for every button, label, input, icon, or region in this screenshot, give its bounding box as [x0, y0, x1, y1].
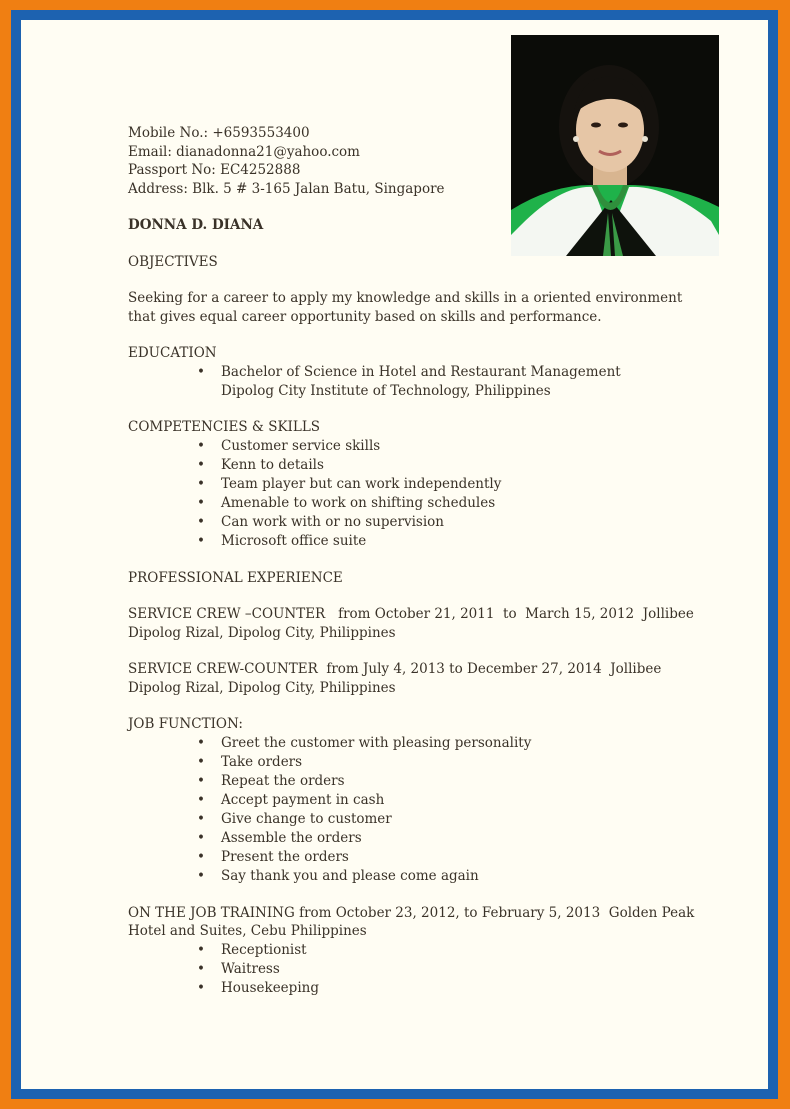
job-function-list	[128, 734, 688, 886]
skills-list	[128, 437, 688, 551]
list-item: • Say thank you and please come again	[221, 867, 688, 886]
list-item: • Accept payment in cash	[221, 791, 688, 810]
objective-line-1: Seeking for a career to apply my knowledge and skills in a oriented environment	[128, 290, 683, 306]
list-item: • Waitress	[221, 960, 688, 979]
list-item: • Assemble the orders	[221, 829, 688, 848]
passport-number: Passport No: EC4252888	[128, 162, 301, 178]
job-1-location: Dipolog Rizal, Dipolog City, Philippines	[128, 624, 396, 641]
education-list	[128, 363, 688, 382]
skills-heading: COMPETENCIES & SKILLS	[128, 419, 321, 435]
resume-page	[21, 20, 768, 1089]
job-2-title: SERVICE CREW-COUNTER from July 4, 2013 to December 27, 2014 Jollibee	[128, 661, 662, 677]
list-item: • Kenn to details	[221, 456, 688, 475]
list-item: • Give change to customer	[221, 810, 688, 829]
job-2-location: Dipolog Rizal, Dipolog City, Philippines	[128, 679, 396, 696]
job-function-heading: JOB FUNCTION:	[128, 716, 243, 732]
ojt-title: ON THE JOB TRAINING from October 23, 2012, to February 5, 2013 Golden Peak	[128, 904, 695, 921]
ojt-location: Hotel and Suites, Cebu Philippines	[128, 923, 367, 939]
experience-heading: PROFESSIONAL EXPERIENCE	[128, 569, 343, 586]
education-heading: EDUCATION	[128, 345, 217, 361]
list-item: • Amenable to work on shifting schedules	[221, 494, 688, 513]
applicant-name: DONNA D. DIANA	[128, 217, 264, 233]
list-item: • Microsoft office suite	[221, 532, 688, 551]
list-item: • Team player but can work independently	[221, 475, 688, 494]
list-item: • Can work with or no supervision	[221, 513, 688, 532]
education-school: Dipolog City Institute of Technology, Philippines	[221, 382, 551, 399]
job-1-title: SERVICE CREW –COUNTER from October 21, 2011 to March 15, 2012 Jollibee	[128, 606, 694, 622]
list-item: • Greet the customer with pleasing personality	[221, 734, 688, 753]
email-address: Email: dianadonna21@yahoo.com	[128, 143, 360, 160]
list-item: • Present the orders	[221, 848, 688, 867]
list-item: • Receptionist	[221, 941, 688, 960]
home-address: Address: Blk. 5 # 3-165 Jalan Batu, Singapore	[128, 180, 445, 197]
resume-content	[128, 124, 695, 998]
list-item: • Take orders	[221, 753, 688, 772]
objectives-heading: OBJECTIVES	[128, 253, 218, 270]
list-item: • Housekeeping	[221, 979, 688, 998]
list-item: • Customer service skills	[221, 437, 688, 456]
mobile-number: Mobile No.: +6593553400	[128, 125, 310, 141]
list-item: • Repeat the orders	[221, 772, 688, 791]
objective-line-2: that gives equal career opportunity based on skills and performance.	[128, 308, 602, 325]
ojt-list	[128, 941, 688, 998]
education-degree: • Bachelor of Science in Hotel and Restaurant Management	[221, 363, 688, 382]
